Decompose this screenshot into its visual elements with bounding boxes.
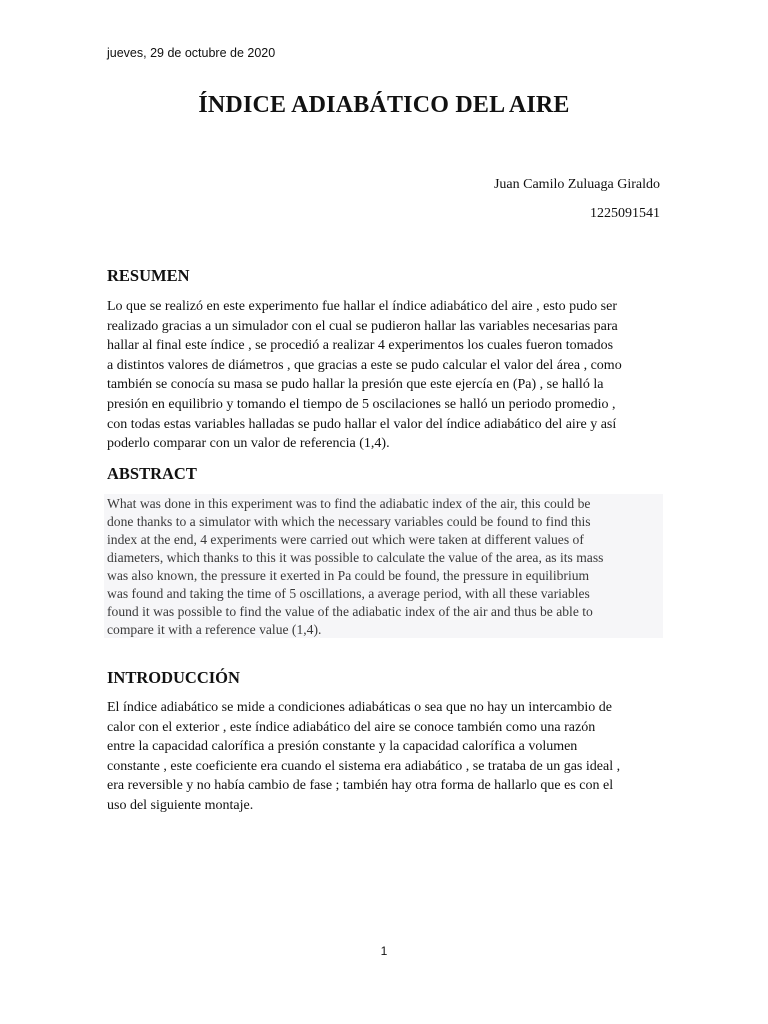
resumen-line: hallar al final este índice , se procedió a realizar 4 experimentos los cuales fueron tomados xyxy=(107,338,614,354)
introduccion-line: calor con el exterior , este índice adiabático del aire se conoce también como una razón xyxy=(107,719,596,735)
introduccion-paragraph xyxy=(107,698,663,816)
abstract-paragraph xyxy=(107,495,661,639)
introduccion-line: constante , este coeficiente era cuando el sistema era adiabático , se trataba de un gas ideal , xyxy=(107,758,621,774)
resumen-line: poderlo comparar con un valor de referencia (1,4). xyxy=(107,436,390,452)
resumen-line: con todas estas variables halladas se pudo hallar el valor del índice adiabático del aire y así xyxy=(107,416,617,432)
resumen-line: realizado gracias a un simulador con el cual se pudieron hallar las variables necesarias para xyxy=(107,318,618,334)
resumen-line: también se conocía su masa se pudo hallar la presión que este ejercía en (Pa) , se halló la xyxy=(107,377,604,393)
header-date: jueves, 29 de octubre de 2020 xyxy=(107,46,276,60)
abstract-line: was also known, the pressure it exerted in Pa could be found, the pressure in equilibrium xyxy=(107,568,590,583)
abstract-line: What was done in this experiment was to find the adiabatic index of the air, this could be xyxy=(107,496,591,511)
resumen-line: a distintos valores de diámetros , que gracias a este se pudo calcular el valor del área , como xyxy=(107,357,622,373)
resumen-line: Lo que se realizó en este experimento fue hallar el índice adiabático del aire , esto pudo ser xyxy=(107,299,618,314)
introduccion-line: El índice adiabático se mide a condiciones adiabáticas o sea que no hay un intercambio de xyxy=(107,700,612,715)
document-title: ÍNDICE ADIABÁTICO DEL AIRE xyxy=(198,92,570,118)
resumen-paragraph xyxy=(107,297,663,454)
introduccion-heading: INTRODUCCIÓN xyxy=(107,668,240,687)
abstract-heading: ABSTRACT xyxy=(107,464,197,483)
page-number: 1 xyxy=(380,944,388,958)
abstract-line: done thanks to a simulator with which the necessary variables could be found to find this xyxy=(107,514,591,529)
abstract-line: found it was possible to find the value of the adiabatic index of the air and thus be able to xyxy=(107,604,593,619)
abstract-line: diameters, which thanks to this it was possible to calculate the value of the area, as its mass xyxy=(107,550,604,565)
introduccion-line: era reversible y no había cambio de fase ; también hay otra forma de hallarlo que es con el xyxy=(107,778,614,794)
introduccion-line: uso del siguiente montaje. xyxy=(107,797,254,813)
abstract-line: index at the end, 4 experiments were carried out which were taken at different values of xyxy=(107,532,584,547)
resumen-line: presión en equilibrio y tomando el tiempo de 5 oscilaciones se halló un periodo promedio , xyxy=(107,396,616,412)
introduccion-line: entre la capacidad calorífica a presión constante y la capacidad calorífica a volumen xyxy=(107,739,578,755)
resumen-heading: RESUMEN xyxy=(107,266,190,285)
author-id: 1225091541 xyxy=(590,206,660,221)
abstract-line: was found and taking the time of 5 oscillations, a average period, with all these variables xyxy=(107,586,590,601)
abstract-line: compare it with a reference value (1,4). xyxy=(107,622,322,637)
author-name: Juan Camilo Zuluaga Giraldo xyxy=(493,177,660,192)
